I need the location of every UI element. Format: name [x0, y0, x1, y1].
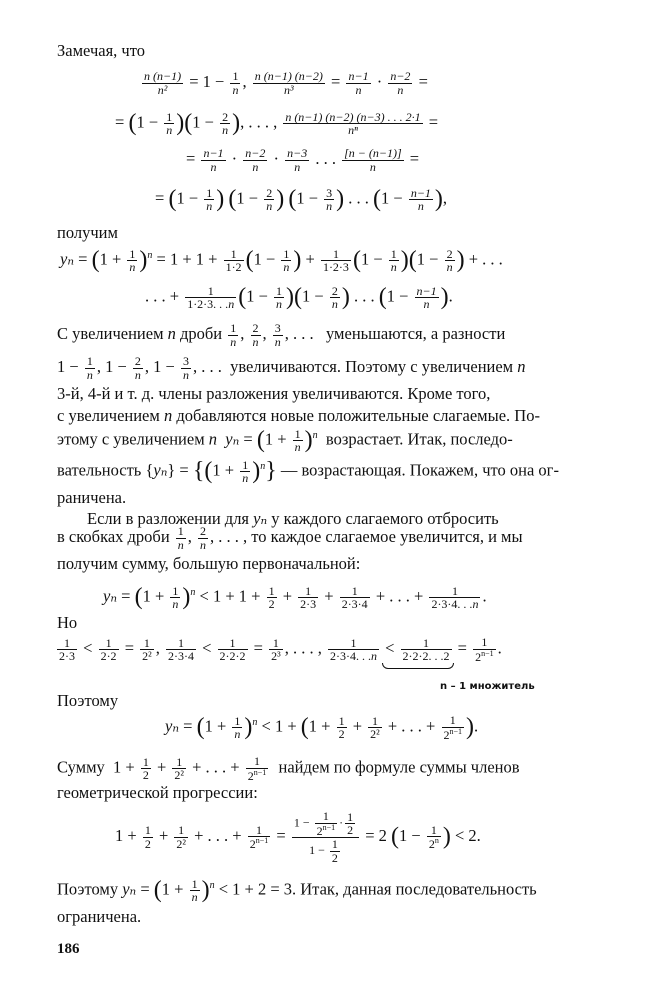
equation: yₙ = (1 + $\frac{1}{n}$ )$^n$ < 1 + (1 + $\frac{1}{2}$ + $\frac{1}{\text{2²}}$ + . . . + $\frac{1}{2^{n-1}}$ ).: [165, 713, 479, 742]
text-line: получим: [57, 223, 118, 242]
text-line: Если в разложении для yₙ у каждого слагаемого отбросить: [87, 509, 499, 528]
brace-note: n – 1 множитель: [440, 681, 535, 692]
equation: 1 + $\frac{1}{2}$ + $\frac{1}{\text{2²}}$ + . . . + $\frac{1}{2^{n-1}}$ = 1 − $\frac{1}{2^{n-1}}$ · $\frac{1}{2}$ 1 − $\frac{1}{2}$ = 2 (1 − $\frac{1}{2^n}$ ) < 2.: [115, 809, 481, 865]
text-line: Замечая, что: [57, 41, 145, 60]
text-line: Поэтому yₙ = (1 + $\frac{1}{n}$ )$^n$ < 1 + 2 = 3. Итак, данная последовательность: [57, 876, 537, 905]
text-line: геометрической прогрессии:: [57, 783, 258, 802]
equation: = (1 − $\frac{1}{n}$ )(1 − $\frac{2}{n}$ ), . . . , $\frac{n (n-1) (n-2) (n-3) . . . 2\cdot 1}{\text{nⁿ}}$ =: [115, 109, 439, 138]
text-line: получим сумму, большую первоначальной:: [57, 554, 361, 573]
page-number: 186: [57, 941, 80, 957]
equation: . . . + $\frac{1}{1\cdot 2\cdot 3. . .n}$ (1 − $\frac{1}{n}$ )(1 − $\frac{2}{n}$ ) . . . (1 − $\frac{n-1}{n}$ ).: [145, 283, 453, 312]
text-line: Поэтому: [57, 691, 119, 710]
equation: = $\frac{n-1}{n}$ · $\frac{n-2}{n}$ · $\frac{n-3}{n}$ . . . $\frac{[n - (n-1)]}{n}$ =: [186, 146, 420, 174]
text-line: этому с увеличением n yₙ = (1 + $\frac{1}{n}$ )$^n$ возрастает. Итак, последо-: [57, 426, 513, 455]
text-line: Сумму 1 + $\frac{1}{2}$ + $\frac{1}{\text{2²}}$ + . . . + $\frac{1}{2^{n-1}}$ найдем по формуле суммы членов: [57, 754, 520, 783]
equation: $\frac{n (n-1)}{\text{n²}}$ = 1 − $\frac{1}{n}$ , $\frac{n (n-1) (n-2)}{\text{n³}}$ = $\frac{n-1}{n}$ · $\frac{n-2}{n}$ =: [144, 69, 428, 97]
text-line: раничена.: [57, 488, 127, 507]
text-line: в скобках дроби $\frac{1}{n}$ , $\frac{2}{n}$ , . . . , то каждое слагаемое увеличится, и мы: [57, 524, 523, 552]
equation: yₙ = (1 + $\frac{1}{n}$ )$^n$ = 1 + 1 + $\frac{1}{1\cdot 2}$ (1 − $\frac{1}{n}$ ) + $\frac{1}{1\cdot 2\cdot 3}$ (1 − $\frac{1}{n}$ )(1 − $\frac{2}{n}$ ) + . . .: [60, 246, 503, 275]
equation: = (1 − $\frac{1}{n}$ ) (1 − $\frac{2}{n}$ ) (1 − $\frac{3}{n}$ ) . . . (1 − $\frac{n-1}{n}$ ),: [155, 185, 448, 214]
text-line: вательность {yₙ} = {(1 + $\frac{1}{n}$ )$^n$} — возрастающая. Покажем, что она ог-: [57, 457, 559, 486]
text-line: 3-й, 4-й и т. д. члены разложения увеличиваются. Кроме того,: [57, 384, 491, 403]
text-line: С увеличением n дроби $\frac{1}{n}$ , $\frac{2}{n}$ , $\frac{3}{n}$ , . . . уменьшаются, а разности: [57, 321, 506, 349]
text-line: ограничена.: [57, 907, 142, 926]
equation: yₙ = (1 + $\frac{1}{n}$ )$^n$ < 1 + 1 + $\frac{1}{2}$ + $\frac{1}{2\cdot 3}$ + $\frac{1}{2\cdot 3\cdot 4}$ + . . . + $\frac{1}{2\cdot 3\cdot 4. . .n}$ .: [103, 583, 487, 612]
text-line: с увеличением n добавляются новые положительные слагаемые. По-: [57, 406, 540, 425]
text-line: Но: [57, 613, 78, 632]
text-line: 1 − $\frac{1}{n}$ , 1 − $\frac{2}{n}$ , 1 − $\frac{3}{n}$ , . . . увеличиваются. Поэтому с увеличением n: [57, 354, 526, 382]
equation: $\frac{1}{2\cdot 3}$ < $\frac{1}{2\cdot 2}$ = $\frac{1}{\text{2²}}$ , $\frac{1}{2\cdot 3\cdot 4}$ < $\frac{1}{2\cdot 2\cdot 2}$ = $\frac{1}{\text{2³}}$ , . . . , $\frac{1}{2\cdot 3\cdot 4. . .n}$ < $\frac{1}{2\cdot 2\cdot 2. . .2}$ = $\frac{1}{2^{n-1}}$ .: [55, 636, 502, 669]
